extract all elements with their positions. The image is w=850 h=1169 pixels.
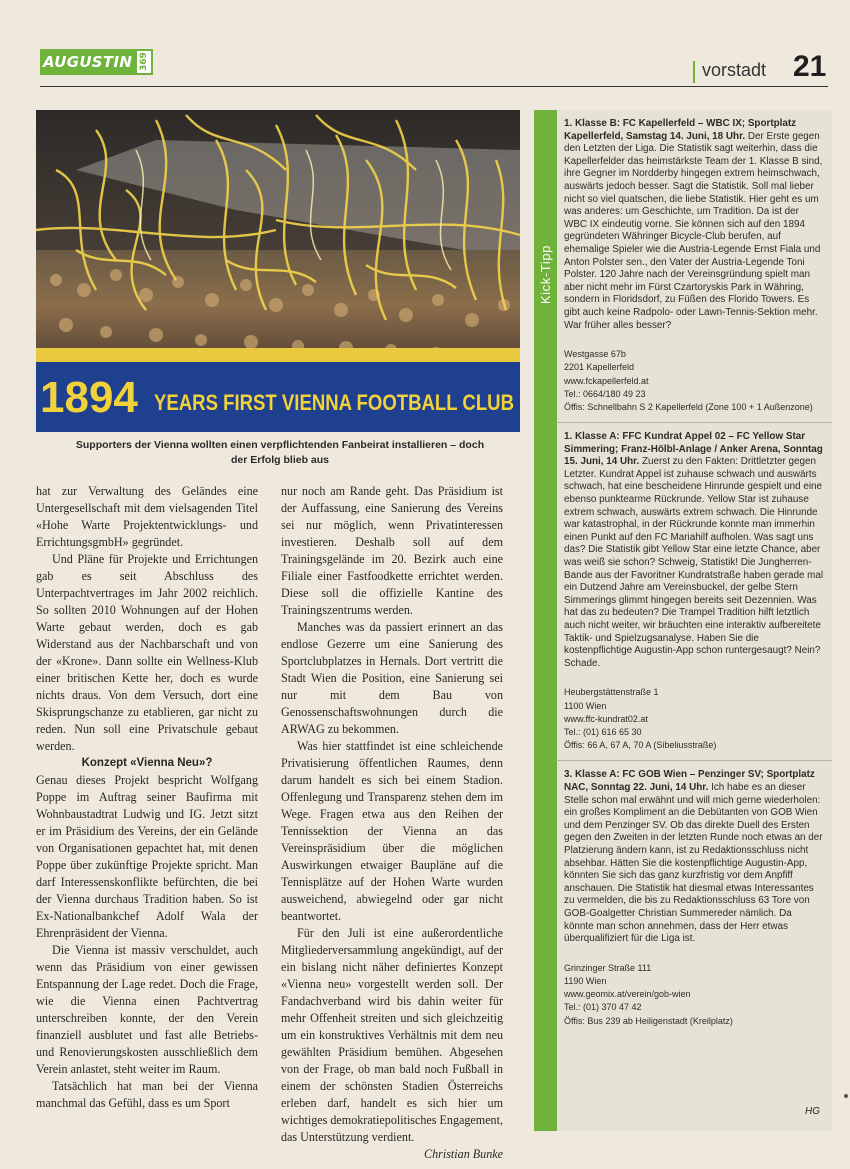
kick-tipp-box bbox=[534, 110, 832, 1131]
article-paragraph: Was hier stattfindet ist eine schleichende Privatisierung öffentlichen Raumes, denn darum handelt es sich bei einem Stadion. Offenlegung und Transparenz stehen dem im Wege. Fragen etwa aus den Reihen der Tennissektion der Vienna an das Vereinspräsidium über die möglichen Auswirkungen etwaiger Baupläne auf die Tennisplätze auf der Hohen Warte wurden ausweichend, abwiegelnd oder gar nicht beantwortet. bbox=[281, 739, 503, 923]
tip-entry bbox=[564, 118, 824, 414]
tip-address bbox=[564, 348, 824, 414]
tip-text: Ich habe es an dieser Stelle schon mal erwähnt und will mich gerne wiederholen: ein großes Kompliment an die Debütanten von GOB Wien und dem Penzinger SV. Ob das direkte Duell des Ersten gegen den Zweiten in der letzten Runde noch etwas an der Platzierung ändern kann, ist zu Redaktionsschluss nicht absehbar. Hätten Sie die kostenpflichtige Augustin-App, könnten Sie sich das ganz kurzfristig vor dem Anpfiff anschauen. Die Statistik hat diesmal etwas Interessantes zu vermelden, die bis zu Redaktionsschluss 63 Tore von GOB-Goalgetter Christian Summereder nämlich. Da könnte man schon annehmen, dass der Herr etwas überqualifiziert für die Liga ist. bbox=[564, 782, 823, 945]
address-phone: Tel.: (01) 616 65 30 bbox=[564, 727, 642, 737]
tip-divider bbox=[556, 760, 832, 761]
kick-tipp-label bbox=[534, 220, 557, 330]
address-city: 2201 Kapellerfeld bbox=[564, 362, 635, 373]
augustin-logo bbox=[40, 49, 150, 75]
address-city: 1100 Wien bbox=[564, 700, 607, 711]
kick-tipp-content bbox=[564, 118, 824, 1028]
article-paragraph: Und Pläne für Projekte und Errichtungen gab es seit Abschluss des Unterpachtvertrages im Jahr 2002 reichlich. So sollten 2010 Wohnungen auf der Hohen Warte gebaut werden, doch es gab Widerstand aus der Nachbarschaft und von der «Krone». Dann sollte ein Wellness-Klub einer britischen Kette her, doch es wurde nichts draus. Von dem Versuch, dort eine Skisprungschanze zu etablieren, gar nicht zu reden. Nun soll eine Privatschule gebaut werden. bbox=[36, 552, 258, 753]
tip-address bbox=[564, 686, 824, 752]
address-transit: Öffis: Bus 239 ab Heiligenstadt (Kreilplatz) bbox=[564, 1015, 733, 1026]
address-website: www.geomix.at/verein/gob-wien bbox=[564, 989, 691, 1000]
article-paragraph: Manches was da passiert erinnert an das endlose Gezerre um eine Sanierung des Sportclubplatzes in Hernals. Dort vertritt die Stadt Wien die Position, eine Sanierung sei nur mit dem Bau von Genossenschaftswohnungen durch die ARWAG zu bekommen. bbox=[281, 620, 503, 736]
address-street: Grinzinger Straße 111 bbox=[564, 962, 652, 973]
logo-text: AUGUSTIN bbox=[40, 49, 135, 75]
tip-heading: 1. Klasse B: FC Kapellerfeld – WBC IX; Sportplatz Kapellerfeld, Samstag 14. Juni, 18 Uhr. bbox=[564, 118, 797, 142]
section-title: vorstadt bbox=[702, 60, 767, 80]
stadium-photo bbox=[36, 110, 520, 432]
article-paragraph: Genau dieses Projekt bespricht Wolfgang Poppe im Auftrag seiner Baufirma mit Wohnbaustadtrat Ludwig und IG. Jetzt sitzt er im Präsidium des Vereins, der ein Gelände von Organisationen gepachtet hat, mit denen Poppe über zukünftige Projekte spricht. Man darf Interessenskonflikte befürchten, die bei der Vienna durchaus Tradition haben. So ist Ex-Nationalbankchef Adolf Wala der Ehrenpräsident der Vienna. bbox=[36, 773, 258, 940]
address-phone: Tel.: 0664/180 49 23 bbox=[564, 388, 646, 399]
article-column-1 bbox=[36, 483, 258, 1112]
tip-text: Zuerst zu den Fakten: Drittletzter gegen Letzter. Kundrat Appel ist zuhause schwach und auswärts schwach, hat eine bescheidene Hinrunde gespielt und eine ebenso punktearme Rückrunde. Yellow Star ist zuhause extrem schwach, auswärts extrem schwach. Die Hinrunde war katastrophal, in der Rückrunde konnte man immerhin einen Punkt auf den FC Mariahilf aufholen. Was sagt uns das? Die Statistik gibt Yellow Star eine letzte Chance, aber was weiß sie schon? Schweig, Statistik! Die Jungherren-Bande aus der Favoritner Kundratstraße haben gerade mal ein Dutzend Jahre am Vereinsbuckel, der gelbe Stern Simmerings glimmt hingegen bereits seit Dezennien. Was hat das zu bedeuten? Die Trampel Tradition hilft letztlich auch nicht weiter, wir bräuchten eine interaktiv aufbereitete Taktik- und Spielzugsanalyse. Haben Sie die kostenpflichtige Augustin-App schon runtergesaugt? Nein? Schade. bbox=[564, 456, 824, 669]
tip-divider bbox=[556, 422, 832, 423]
author-initials: HG bbox=[805, 1106, 820, 1117]
banner-number: 1894 bbox=[40, 373, 138, 422]
tip-entry bbox=[564, 769, 824, 1027]
tip-address bbox=[564, 962, 824, 1028]
tip-heading: 3. Klasse A: FC GOB Wien – Penzinger SV; Sportplatz NAC, Sonntag 22. Juni, 14 Uhr. bbox=[564, 769, 815, 793]
section-divider bbox=[693, 61, 695, 83]
article-paragraph: hat zur Verwaltung des Geländes eine Untergesellschaft mit dem vielsagenden Titel «Hohe Warte Projektentwicklungs- und ErrichtungsgmbH» gegründet. bbox=[36, 484, 258, 549]
address-city: 1190 Wien bbox=[564, 975, 607, 986]
address-website: www.ffc-kundrat02.at bbox=[564, 713, 648, 724]
fans-streamers-image bbox=[36, 110, 520, 432]
article-paragraph: Tatsächlich hat man bei der Vienna manchmal das Gefühl, dass es um Sport bbox=[36, 1079, 258, 1110]
address-street: Heubergstättenstraße 1 bbox=[564, 687, 659, 698]
article-paragraph: nur noch am Rande geht. Das Präsidium ist der Auffassung, eine Sanierung des Vereins sei nur möglich, wenn Privatinteressen investieren. Deshalb soll auf dem Trainingsgelände im 20. Bezirk auch eine Filiale einer Fastfoodkette errichtet werden. Diese soll die offizielle Kantine des Trainingszentrums werden. bbox=[281, 484, 503, 617]
article-subheading: Konzept «Vienna Neu»? bbox=[81, 757, 213, 769]
header-rule bbox=[40, 86, 828, 87]
article-paragraph: Die Vienna ist massiv verschuldet, auch wenn das Präsidium von einer gewissen Entspannung der Lage redet. Doch die Frage, wie die Vienna einen Pachtvertrag unterschreiben konnte, der den Verein finanziell ausblutet und fast alle Betriebs- und Renovierungskosten ausschließlich dem Verein anlastet, steht weiter im Raum. bbox=[36, 943, 258, 1076]
kick-tipp-label-text: Kick-Tipp bbox=[538, 245, 553, 305]
page-number: 21 bbox=[793, 50, 827, 83]
article-column-2 bbox=[281, 483, 503, 1163]
address-transit: Öffis: Schnellbahn S 2 Kapellerfeld (Zone 100 + 1 Außenzone) bbox=[564, 401, 813, 412]
address-website: www.fckapellerfeld.at bbox=[564, 375, 649, 386]
banner-text: YEARS FIRST VIENNA FOOTBALL CLUB bbox=[154, 390, 514, 415]
address-transit: Öffis: 66 A, 67 A, 70 A (Sibeliusstraße) bbox=[564, 740, 717, 751]
tip-entry bbox=[564, 431, 824, 752]
address-street: Westgasse 67b bbox=[564, 349, 626, 360]
page-edge-mark bbox=[844, 1094, 848, 1098]
tip-text: Der Erste gegen den Letzten der Liga. Die Statistik sagt weiterhin, dass die Kapellerfelder das heimstärkste Team der 1. Klasse B sind, ihre Gegner im Nordderby hingegen extrem heimschwach, auswärts jedoch besser. Sagt die Statistik. Soll mal lieber nicht so viel quatschen, die liebe Statistik. Hier geht es um was anderes: um Geschichte, um Tradition. Da ist der WBC IX eindeutig vorne. Sie können sich auf den 1894 gegründeten Währinger Bicycle-Club berufen, auf ehemalige Spieler wie die Austria-Legende Ernst Fiala und Anton Polster sen., den Vater der Austria-Legende Toni Polster. 120 Jahre nach der Vereinsgründung spielt man aber nicht mehr im Fürst Czartoryskis Park in Währing, sondern in Floridsdorf, zu Füßen des Florido Towers. Es gibt auch keine Radpolo- oder Lawn-Tennis-Sektion mehr. War früher alles besser? bbox=[564, 130, 823, 331]
issue-number: 369 bbox=[135, 49, 153, 75]
tip-heading: 1. Klasse A: FFC Kundrat Appel 02 – FC Yellow Star Simmering; Franz-Hölbl-Anlage / Anker Arena, Sonntag 15. Juni, 14 Uhr. bbox=[564, 431, 823, 468]
author-byline: Christian Bunke bbox=[424, 1147, 503, 1161]
article-paragraph: Für den Juli ist eine außerordentliche Mitgliederversammlung angekündigt, auf der ein bislang nicht näher definiertes Konzept «Vienna neu» vorgestellt werden soll. Der Fandachverband wird bis dahin weiter für mehr Offenheit streiten und sich gleichzeitig um ein konstruktives Verhältnis mit dem neu gewählten Präsidium bemühen. Abgesehen von der Frage, ob man bald noch Fußball in einem der schönsten Stadien Österreichs erleben darf, handelt es sich hier um wichtiges demokratiepolitisches Engagement, das Unterstützung verdient. bbox=[281, 926, 503, 1144]
photo-caption: Supporters der Vienna wollten einen verpflichtenden Fanbeirat installieren – doch der Erfolg blieb aus bbox=[75, 439, 485, 466]
address-phone: Tel.: (01) 370 47 42 bbox=[564, 1002, 642, 1013]
